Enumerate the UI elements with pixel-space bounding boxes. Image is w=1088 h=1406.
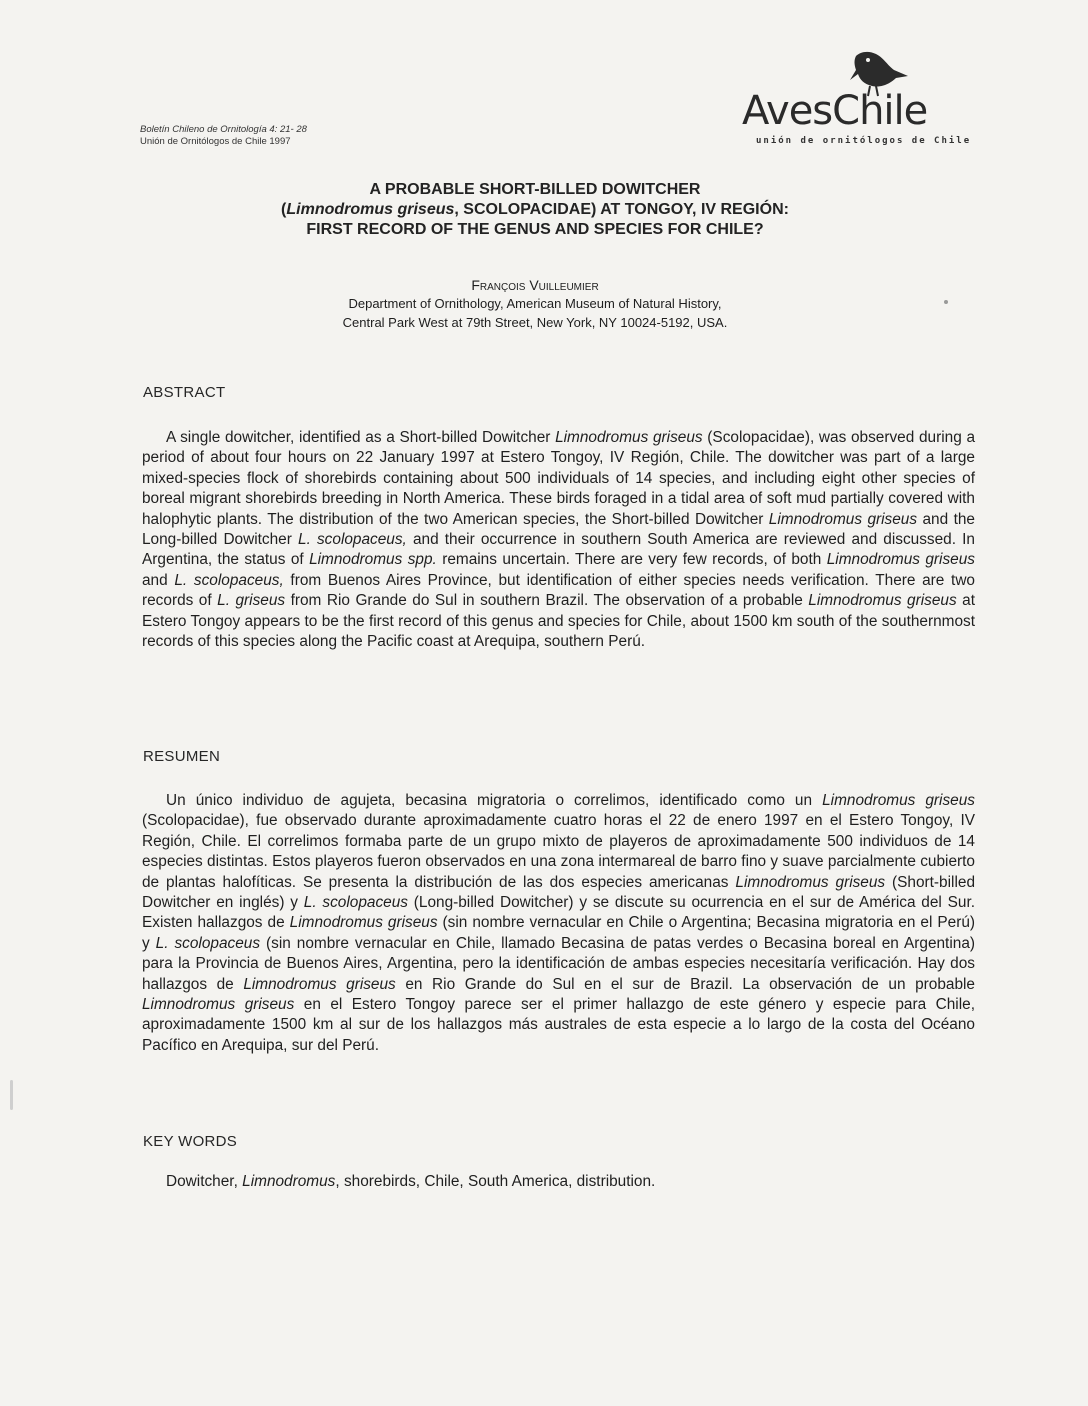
journal-citation xyxy=(140,124,307,148)
journal-citation-line2: Unión de Ornitólogos de Chile 1997 xyxy=(140,136,291,147)
abstract-heading: ABSTRACT xyxy=(143,384,226,401)
scan-edge-mark xyxy=(10,1080,13,1110)
aveschile-logo xyxy=(742,40,992,155)
author-address: Central Park West at 79th Street, New York, NY 10024-5192, USA. xyxy=(342,315,728,330)
journal-citation-line1: Boletín Chileno de Ornitología 4: 21- 28 xyxy=(140,124,307,135)
resumen-heading: RESUMEN xyxy=(143,748,221,765)
title-line3: FIRST RECORD OF THE GENUS AND SPECIES FOR CHILE? xyxy=(306,221,764,238)
keywords-heading: KEY WORDS xyxy=(143,1133,238,1150)
logo-tagline: unión de ornitólogos de Chile xyxy=(756,136,972,146)
author-name: François Vuilleumier xyxy=(471,277,599,293)
author-affiliation: Department of Ornithology, American Museum of Natural History, xyxy=(348,296,722,311)
paper-title xyxy=(120,180,950,240)
logo-wordmark: AvesChile xyxy=(742,88,928,134)
title-line2-rest: , SCOLOPACIDAE) AT TONGOY, IV REGIÓN: xyxy=(454,201,789,218)
scan-speck xyxy=(944,300,948,304)
title-line1: A PROBABLE SHORT-BILLED DOWITCHER xyxy=(369,181,701,198)
resumen-text: Un único individuo de agujeta, becasina migratoria o correlimos, identificado como un Limnodromus griseus (Scolopacidae), fue observado durante aproximadamente cuatro horas el 22 de enero 1997 en el Estero Tongoy, IV Región, Chile. El correlimos formaba parte de un grupo mixto de playeros de aproximadamente 500 individuos de 14 especies distintas. Estos playeros fueron observados en una zona intermareal de barro fino y suave parcialmente cubierto de plantas halofíticas. Se presenta la distribución de las dos especies americanas Limnodromus griseus (Short-billed Dowitcher en inglés) y L. scolopaceus (Long-billed Dowitcher) y se discute su ocurrencia en el sur de América del Sur. Existen hallazgos de Limnodromus griseus (sin nombre vernacular en Chile o Argentina; Becasina migratoria en el Perú) y L. scolopaceus (sin nombre vernacular en Chile, llamado Becasina de patas verdes o Becasina boreal en Argentina) para la Provincia de Buenos Aires, Argentina, pero la identificación de ambas especies necesitaría verificación. Hay dos hallazgos de Limnodromus griseus en Rio Grande do Sul en el sur de Brazil. La observación de un probable Limnodromus griseus en el Estero Tongoy parece ser el primer hallazgo de este género y especie para Chile, aproximadamente 1500 km al sur de los hallazgos más australes de esta especie a lo largo de la costa del Océano Pacífico en Arequipa, sur del Perú. xyxy=(142,792,976,1054)
title-line2: (Limnodromus griseus, SCOLOPACIDAE) AT TONGOY, IV REGIÓN: xyxy=(281,201,789,218)
author-block xyxy=(120,276,950,332)
keywords-text: Dowitcher, Limnodromus, shorebirds, Chile, South America, distribution. xyxy=(166,1173,656,1190)
title-species: Limnodromus griseus xyxy=(286,201,455,218)
abstract-text: A single dowitcher, identified as a Short-billed Dowitcher Limnodromus griseus (Scolopacidae), was observed during a period of about four hours on 22 January 1997 at Estero Tongoy, IV Región, Chile. The dowitcher was part of a large mixed-species flock of shorebirds containing about 500 individuals of 14 species, and including eight other species of boreal migrant shorebirds breeding in North America. These birds foraged in a tidal area of soft mud partially covered with halophytic plants. The distribution of the two American species, the Short-billed Dowitcher Limnodromus griseus and the Long-billed Dowitcher L. scolopaceus, and their occurrence in southern South America are reviewed and discussed. In Argentina, the status of Limnodromus spp. remains uncertain. There are very few records, of both Limnodromus griseus and L. scolopaceus, from Buenos Aires Province, but identification of either species needs verification. There are two records of L. griseus from Rio Grande do Sul in southern Brazil. The observation of a probable Limnodromus griseus at Estero Tongoy appears to be the first record of this genus and species for Chile, about 1500 km south of the southernmost records of this species along the Pacific coast at Arequipa, southern Perú. xyxy=(142,429,975,651)
